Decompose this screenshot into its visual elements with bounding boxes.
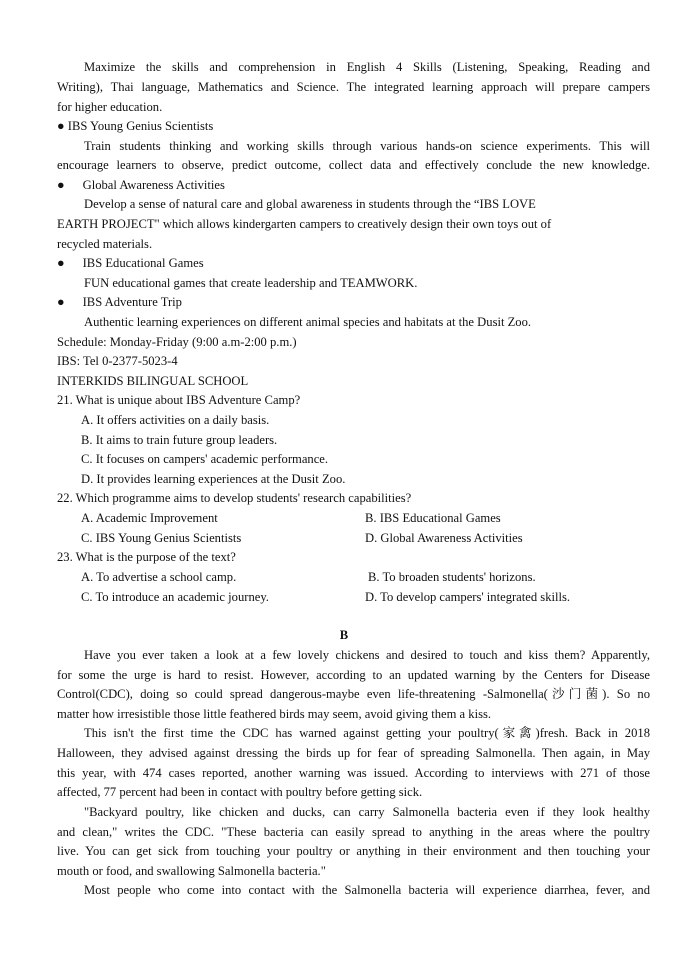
intro-line: Maximize the skills and comprehension in English 4 Skills (Listening, Speaking, Reading and — [84, 60, 650, 74]
question-23-option-a: A. To advertise a school camp. — [81, 570, 237, 584]
question-23-option-b: B. To broaden students' horizons. — [368, 570, 536, 584]
trip-desc: Authentic learning experiences on different animal species and habitats at the Dusit Zoo. — [84, 315, 532, 329]
question-21-option-b: B. It aims to train future group leaders. — [81, 433, 278, 447]
part-b-para2-line: this year, with 474 cases reported, another warning was issued. According to interviews with 271 of those — [57, 766, 650, 780]
part-b-heading: B — [339, 628, 349, 642]
part-b-para3-line: "Backyard poultry, like chicken and ducks, can carry Salmonella bacteria even if they look healthy — [84, 805, 650, 819]
intro-line: Writing), Thai language, Mathematics and Science. The integrated learning approach will prepare campers — [57, 80, 650, 94]
part-b-para1-line: Have you ever taken a look at a few lovely chickens and desired to touch and kiss them? Apparently, — [84, 648, 650, 662]
part-b-para3-line: and clean," writes the CDC. "These bacteria can easily spread to anything in the areas where the poultry — [57, 825, 650, 839]
bullet-icon: ● — [57, 295, 65, 309]
question-21-stem: 21. What is unique about IBS Adventure Camp? — [57, 393, 301, 407]
question-21-option-c: C. It focuses on campers' academic performance. — [81, 452, 329, 466]
section-title-global — [57, 177, 225, 193]
part-b-para2-line: affected, 77 percent had been in contact with poultry before getting sick. — [57, 785, 423, 799]
school-name: INTERKIDS BILINGUAL SCHOOL — [57, 374, 249, 388]
question-22-stem: 22. Which programme aims to develop students' research capabilities? — [57, 491, 412, 505]
global-desc-line: EARTH PROJECT" which allows kindergarten campers to creatively design their own toys out of — [57, 217, 552, 231]
question-23-option-c: C. To introduce an academic journey. — [81, 590, 269, 604]
part-b-para4-line: Most people who come into contact with the Salmonella bacteria will experience diarrhea, fever, and — [84, 883, 650, 897]
global-desc-line: Develop a sense of natural care and global awareness in students through the “IBS LOVE — [84, 197, 536, 211]
part-b-para3-line: live. You can get sick from touching your poultry or anything in their environment and then touching your — [57, 844, 650, 858]
part-b-para1-line: matter how irresistible those little feathered birds may seem, avoid giving them a kiss. — [57, 707, 492, 721]
question-21-option-a: A. It offers activities on a daily basis. — [81, 413, 270, 427]
question-22-option-d: D. Global Awareness Activities — [365, 531, 523, 545]
bullet-icon: ● — [57, 256, 65, 270]
part-b-para3-line: mouth or food, and swallowing Salmonella bacteria." — [57, 864, 326, 878]
bullet-icon: ● — [57, 178, 65, 192]
section-title-trip — [57, 294, 182, 310]
scientists-desc-line: Train students thinking and working skills through various hands-on science experiments. This will — [84, 139, 650, 153]
question-22-option-b: B. IBS Educational Games — [365, 511, 501, 525]
part-b-para2-line: This isn't the first time the CDC has warned against getting your poultry(家禽)fresh. Back in 2018 — [84, 726, 650, 740]
question-23-option-d: D. To develop campers' integrated skills. — [365, 590, 571, 604]
question-23-stem: 23. What is the purpose of the text? — [57, 550, 236, 564]
question-22-option-c: C. IBS Young Genius Scientists — [81, 531, 242, 545]
part-b-para1-line: Control(CDC), doing so could spread dangerous-maybe even life-threatening -Salmonella(沙门菌). So no — [57, 687, 650, 701]
schedule: Schedule: Monday-Friday (9:00 a.m-2:00 p.m.) — [57, 335, 297, 349]
section-title-games — [57, 255, 204, 271]
games-desc: FUN educational games that create leadership and TEAMWORK. — [84, 276, 418, 290]
scientists-desc-line: encourage learners to observe, predict outcome, collect data and effectively conclude the new knowledge. — [57, 158, 650, 172]
global-desc-line: recycled materials. — [57, 237, 153, 251]
part-b-para2-line: Halloween, they advised against dressing the birds up for fear of spreading Salmonella. Then again, in May — [57, 746, 650, 760]
intro-line: for higher education. — [57, 100, 163, 114]
games-title-text: IBS Educational Games — [82, 256, 204, 270]
global-title-text: Global Awareness Activities — [82, 178, 225, 192]
part-b-para1-line: for some the urge is hard to resist. However, according to an updated warning by the Centers for Disease — [57, 668, 650, 682]
section-title-scientists: ● IBS Young Genius Scientists — [57, 119, 214, 133]
trip-title-text: IBS Adventure Trip — [82, 295, 182, 309]
question-22-option-a: A. Academic Improvement — [81, 511, 218, 525]
telephone: IBS: Tel 0-2377-5023-4 — [57, 354, 178, 368]
question-21-option-d: D. It provides learning experiences at the Dusit Zoo. — [81, 472, 346, 486]
